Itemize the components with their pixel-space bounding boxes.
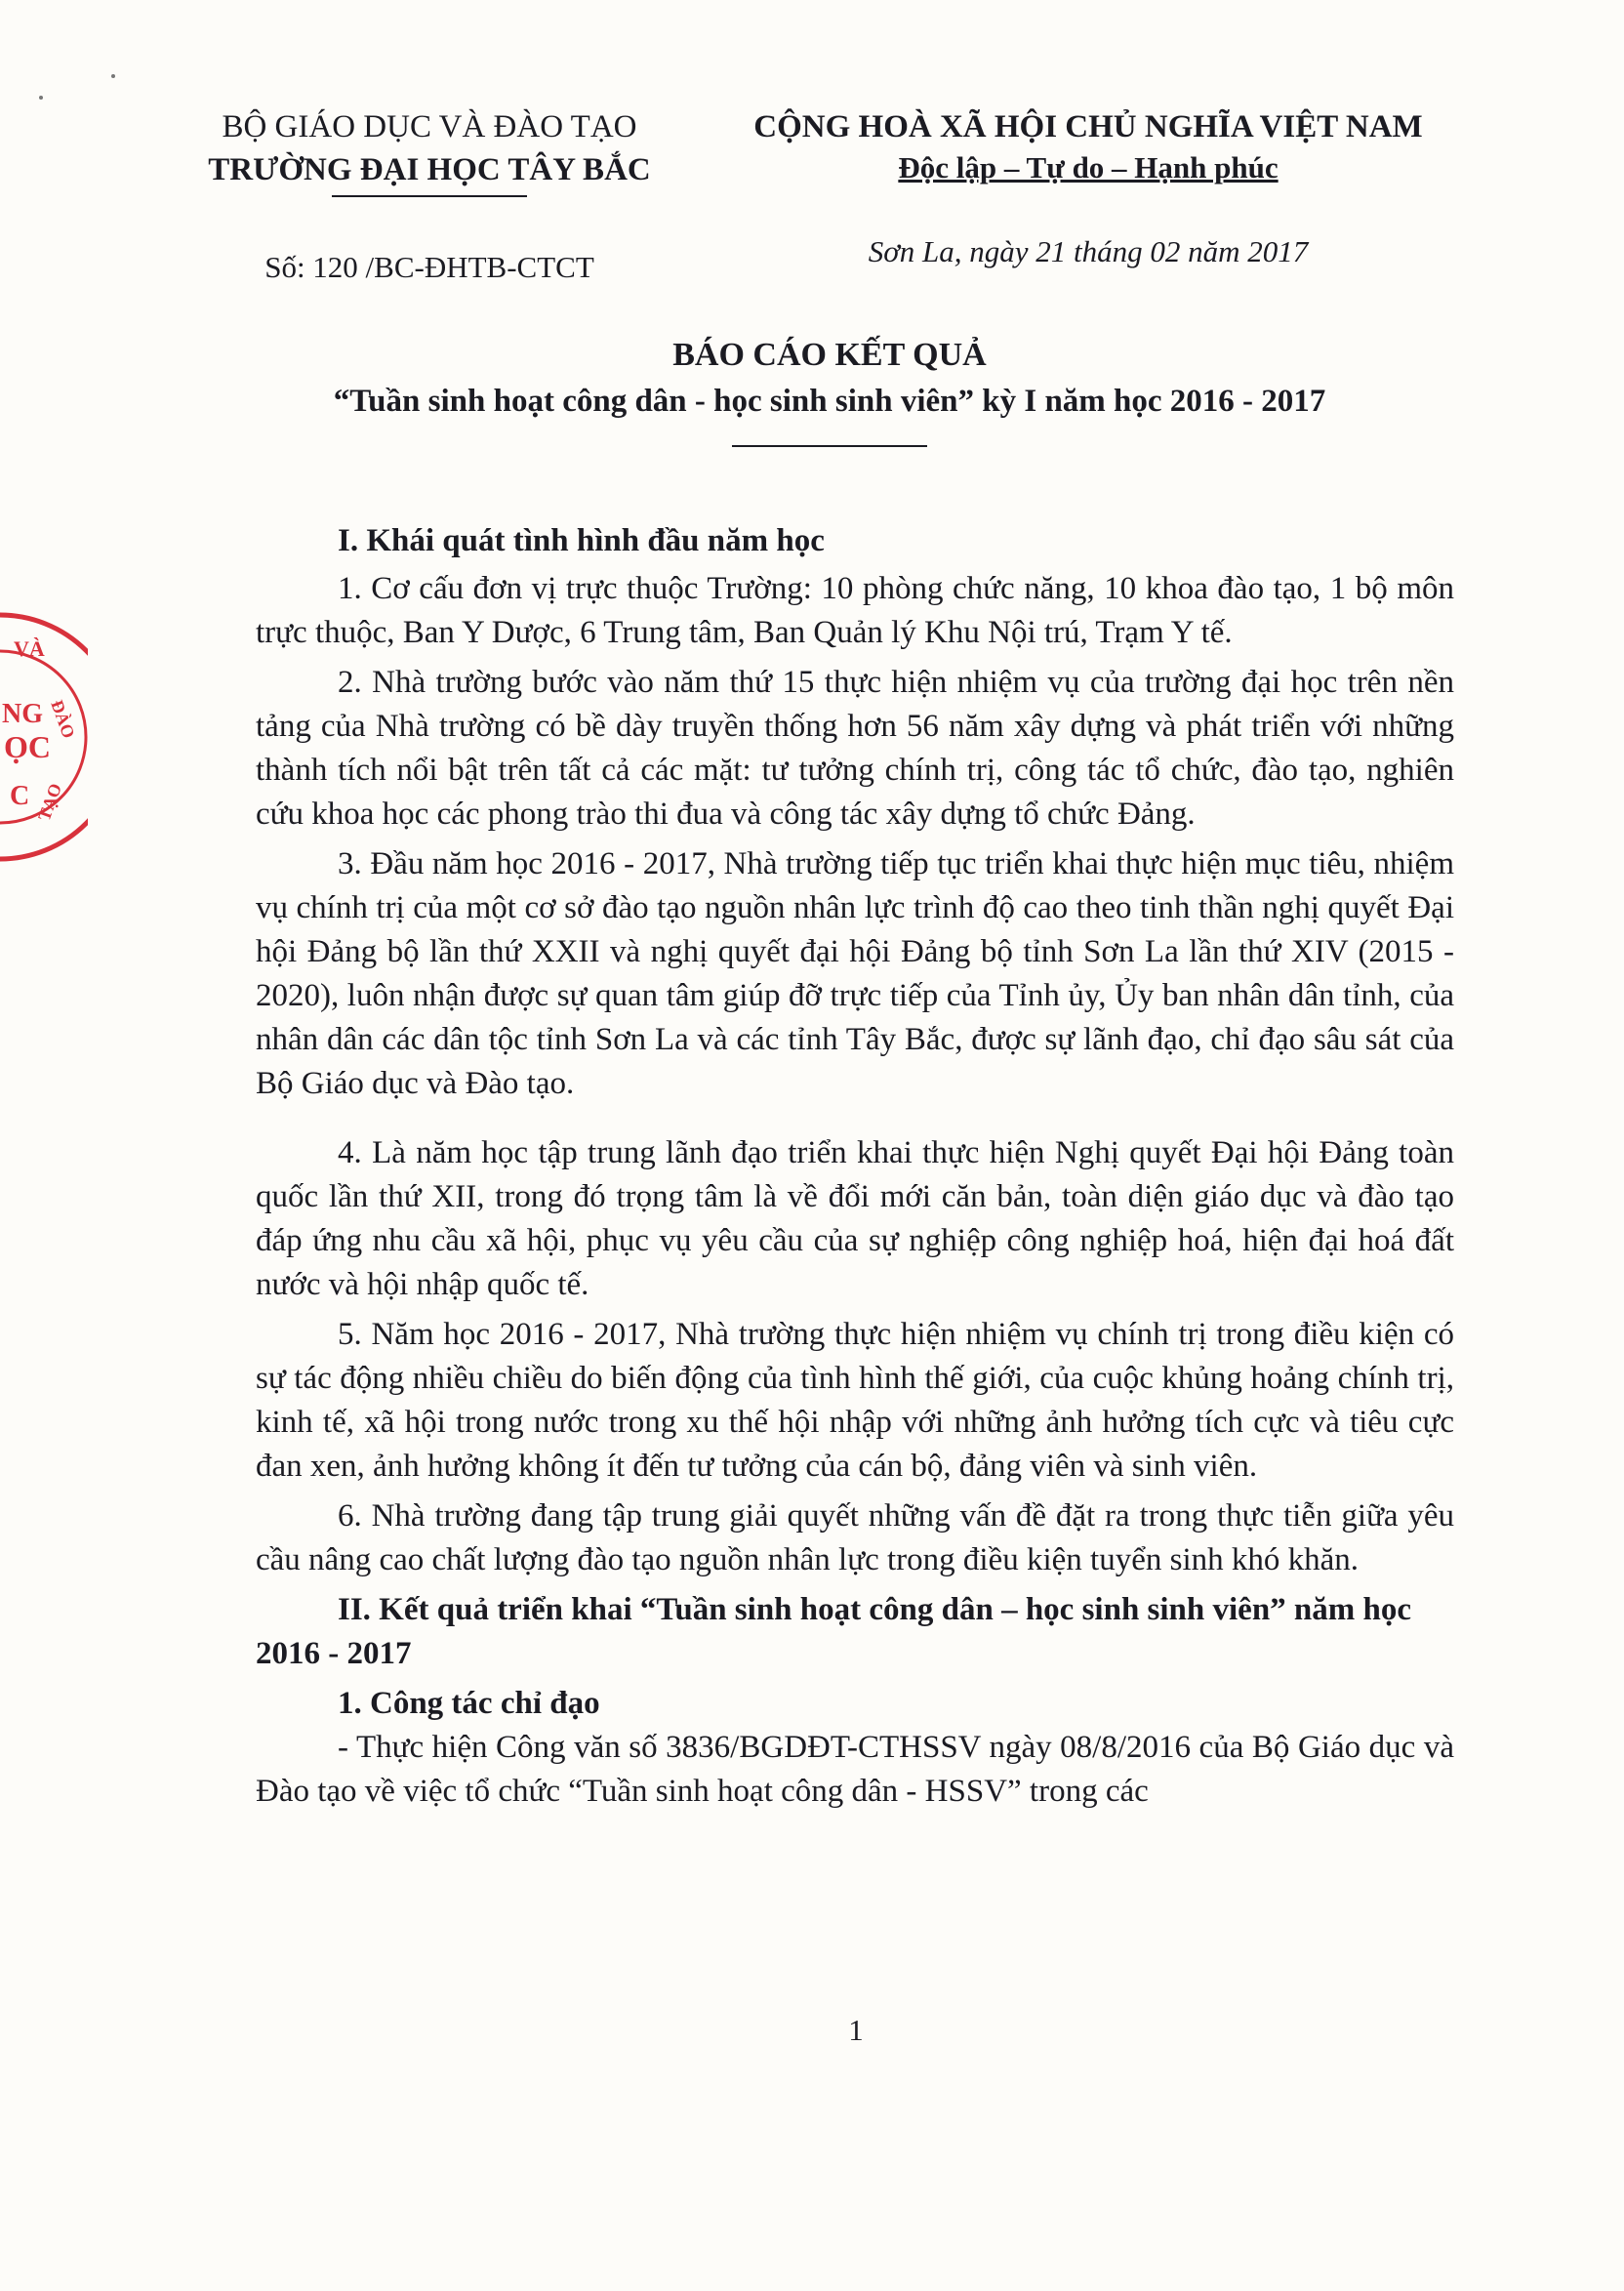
seal-text-fragment: VÀ <box>14 636 45 661</box>
paragraph-7: - Thực hiện Công văn số 3836/BGDĐT-CTHSSV ngày 08/8/2016 của Bộ Giáo dục và Đào tạo về việc tổ chức “Tuần sinh hoạt công dân - HSSV” trong các <box>256 1730 1454 1809</box>
section-heading-1: I. Khái quát tình hình đầu năm học <box>338 523 825 558</box>
sub-heading-direction: 1. Công tác chỉ đạo <box>338 1686 600 1721</box>
seal-text-fragment: ỌC <box>4 729 51 764</box>
national-heading-block <box>712 105 1464 269</box>
seal-text-fragment: ĐÀO <box>47 697 79 741</box>
paragraph-2: 2. Nhà trường bước vào năm thứ 15 thực hiện nhiệm vụ của trường đại học trên nền tảng của Nhà trường có bề dày truyền thống hơn 56 năm xây dựng và phát triển với những thành tích nổi bật trên tất cả các mặt: tư tưởng chính trị, công tác tổ chức, đào tạo, nghiên cứu khoa học các phong trào thi đua và công tác xây dựng tổ chức Đảng. <box>256 665 1454 832</box>
page-number: 1 <box>848 2013 864 2047</box>
paragraph-5: 5. Năm học 2016 - 2017, Nhà trường thực hiện nhiệm vụ chính trị trong điều kiện có sự tác động nhiều chiều do biến động của tình hình thế giới, của cuộc khủng hoảng chính trị, kinh tế, xã hội trong nước trong xu thế hội nhập với những ảnh hưởng tích cực và tiêu cực đan xen, ảnh hưởng không ít đến tư tưởng của cán bộ, đảng viên và sinh viên. <box>256 1317 1454 1484</box>
report-title-block <box>244 332 1415 447</box>
report-title: BÁO CÁO KẾT QUẢ <box>672 337 987 373</box>
report-subtitle: “Tuần sinh hoạt công dân - học sinh sinh viên” kỳ I năm học 2016 - 2017 <box>333 384 1326 419</box>
seal-text-fragment: TẠO <box>33 780 66 824</box>
section-heading-2: II. Kết quả triển khai “Tuần sinh hoạt công dân – học sinh sinh viên” năm học 2016 - 2017 <box>256 1592 1412 1671</box>
paragraph-1: 1. Cơ cấu đơn vị trực thuộc Trường: 10 phòng chức năng, 10 khoa đào tạo, 1 bộ môn trực thuộc, Ban Y Dược, 6 Trung tâm, Ban Quản lý Khu Nội trú, Trạm Y tế. <box>256 571 1454 650</box>
school-name: TRƯỜNG ĐẠI HỌC TÂY BẮC <box>208 152 651 187</box>
paragraph-6: 6. Nhà trường đang tập trung giải quyết những vấn đề đặt ra trong thực tiễn giữa yêu cầu nâng cao chất lượng đào tạo nguồn nhân lực trong điều kiện tuyển sinh khó khăn. <box>256 1498 1454 1577</box>
seal-text-fragment: NG <box>2 699 43 729</box>
document-number: Số: 120 /BC-ĐHTB-CTCT <box>264 250 594 284</box>
issuer-underline <box>332 195 527 197</box>
paragraph-3: 3. Đầu năm học 2016 - 2017, Nhà trường tiếp tục triển khai thực hiện mục tiêu, nhiệm vụ chính trị của một cơ sở đào tạo nguồn nhân lực trình độ cao theo tinh thần nghị quyết Đại hội Đảng bộ lần thứ XXII và nghị quyết đại hội Đảng bộ tỉnh Sơn La lần thứ XIV (2015 - 2020), luôn nhận được sự quan tâm giúp đỡ trực tiếp của Tỉnh ủy, Ủy ban nhân dân tỉnh, của nhân dân các dân tộc tỉnh Sơn La và các tỉnh Tây Bắc, được sự lãnh đạo, chỉ đạo sâu sát của Bộ Giáo dục và Đào tạo. <box>256 846 1454 1101</box>
red-seal-stamp <box>0 595 88 879</box>
scan-speck <box>111 74 115 78</box>
ministry-name: BỘ GIÁO DỤC VÀ ĐÀO TẠO <box>222 109 637 144</box>
title-underline <box>732 445 927 447</box>
issuer-block <box>166 105 693 285</box>
document-header <box>166 105 1464 284</box>
seal-text-fragment: C <box>10 781 30 811</box>
national-motto: Độc lập – Tự do – Hạnh phúc <box>898 150 1279 184</box>
report-body <box>256 508 1454 1820</box>
scan-speck <box>39 96 43 100</box>
paragraph-4: 4. Là năm học tập trung lãnh đạo triển khai thực hiện Nghị quyết Đại hội Đảng toàn quốc lần thứ XII, trong đó trọng tâm là về đổi mới căn bản, toàn diện giáo dục và đào tạo đáp ứng nhu cầu xã hội, phục vụ yêu cầu của sự nghiệp công nghiệp hoá, hiện đại hoá đất nước và hội nhập quốc tế. <box>256 1135 1454 1302</box>
republic-name: CỘNG HOÀ XÃ HỘI CHỦ NGHĨA VIỆT NAM <box>753 109 1423 144</box>
place-date: Sơn La, ngày 21 tháng 02 năm 2017 <box>868 234 1309 268</box>
